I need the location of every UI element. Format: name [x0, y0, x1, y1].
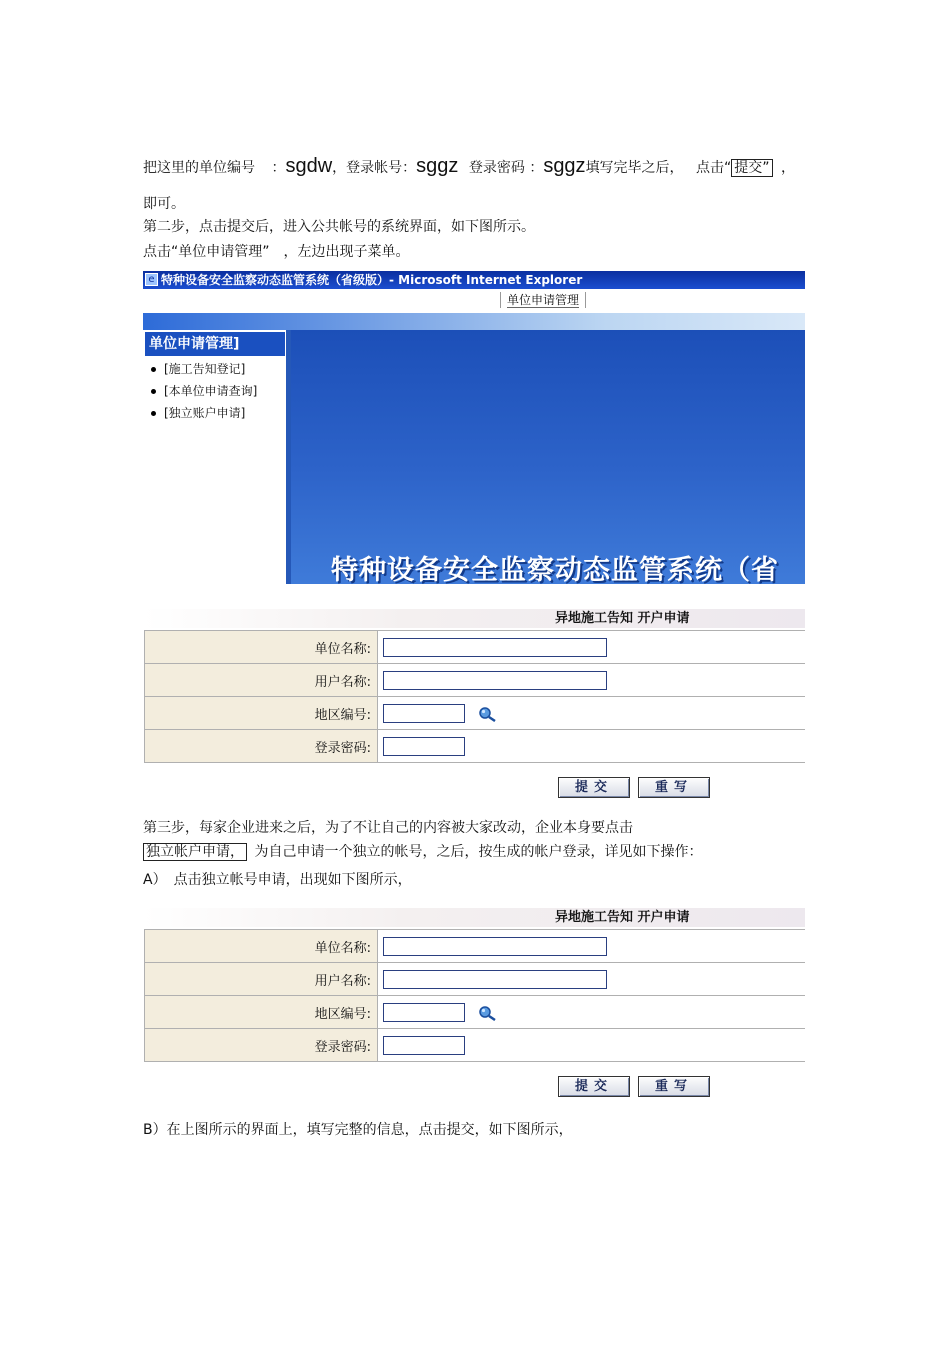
- search-icon[interactable]: [477, 1005, 499, 1021]
- submit-reference-box: 提交”: [731, 159, 772, 177]
- window-title-bar: [143, 271, 805, 289]
- step-2-menu-text: 点击“单位申请管理” ，左边出现子菜单。: [143, 244, 410, 260]
- form-row: [145, 631, 806, 664]
- form-row: [145, 930, 806, 963]
- text: 登录密码: [468, 160, 525, 176]
- form-table: [144, 630, 805, 763]
- top-menu-bar: [143, 289, 805, 313]
- sidebar-item-label: [本单位申请查询]: [164, 384, 258, 398]
- field-cell: [378, 996, 806, 1029]
- form-row: [145, 963, 806, 996]
- bullet-icon: [151, 411, 156, 416]
- sidebar-item-label: [施工告知登记]: [164, 362, 246, 376]
- region-code-label: 地区编号:: [145, 697, 378, 730]
- text: 点击“: [696, 160, 732, 176]
- field-cell: [378, 697, 806, 730]
- reset-button[interactable]: 重写: [638, 777, 710, 798]
- registration-form-1: [143, 609, 805, 799]
- sidebar-item-construction-notice[interactable]: [151, 362, 245, 376]
- text: ，: [781, 160, 795, 176]
- bullet-icon: [151, 367, 156, 372]
- form-header: [143, 908, 805, 927]
- instruction-paragraph-1: [143, 157, 795, 177]
- sidebar-heading[interactable]: 单位申请管理]: [145, 332, 285, 356]
- form-table: [144, 929, 805, 1062]
- system-banner: 特种设备安全监察动态监管系统（省: [331, 555, 779, 584]
- text: ：: [271, 160, 286, 176]
- password-input[interactable]: [383, 737, 465, 756]
- registration-form-2: [143, 908, 805, 1098]
- text: ，登录帐号：: [332, 160, 417, 176]
- ie-icon: e: [145, 273, 158, 286]
- search-icon[interactable]: [477, 706, 499, 722]
- field-cell: [378, 1029, 806, 1062]
- sidebar: [143, 330, 286, 584]
- text: ：: [529, 160, 544, 176]
- step-3-line-2: [143, 843, 702, 861]
- browser-screenshot: [143, 271, 805, 584]
- step-b-text: B）在上图所示的界面上，填写完整的信息，点击提交，如下图所示，: [143, 1122, 573, 1138]
- reset-button[interactable]: 重写: [638, 1076, 710, 1097]
- form-title: 异地施工告知 开户申请: [555, 611, 690, 626]
- form-row: [145, 664, 806, 697]
- text: 填写完毕之后，: [585, 160, 684, 176]
- form-row: [145, 996, 806, 1029]
- account-value: sggz: [416, 155, 459, 177]
- submit-button[interactable]: 提交: [558, 1076, 630, 1097]
- text: 把这里的单位编号: [143, 160, 255, 176]
- password-value: sggz: [543, 155, 586, 177]
- region-code-input[interactable]: [383, 704, 465, 723]
- step-2-text: 第二步，点击提交后，进入公共帐号的系统界面，如下图所示。: [143, 219, 535, 235]
- field-cell: [378, 930, 806, 963]
- field-cell: [378, 963, 806, 996]
- bullet-icon: [151, 389, 156, 394]
- independent-account-reference: 独立帐户申请，: [143, 843, 247, 861]
- step-3-text: 第三步，每家企业进来之后，为了不让自己的内容被大家改动，企业本身要点击: [143, 820, 633, 836]
- form-header: [143, 609, 805, 628]
- unit-name-input[interactable]: [383, 638, 607, 657]
- window-title: 特种设备安全监察动态监管系统（省级版）- Microsoft Internet Explorer: [161, 273, 583, 287]
- text: 为自己申请一个独立的帐号，之后，按生成的帐户登录，详见如下操作：: [254, 844, 703, 860]
- field-cell: [378, 730, 806, 763]
- sidebar-item-label: [独立账户申请]: [164, 406, 246, 420]
- unit-name-label: 单位名称:: [145, 930, 378, 963]
- instruction-line: 即可。: [143, 196, 185, 212]
- unit-name-label: 单位名称:: [145, 631, 378, 664]
- region-code-input[interactable]: [383, 1003, 465, 1022]
- password-label: 登录密码:: [145, 1029, 378, 1062]
- menu-item-label: 单位申请管理: [507, 293, 580, 307]
- submit-button[interactable]: 提交: [558, 777, 630, 798]
- unit-name-input[interactable]: [383, 937, 607, 956]
- form-row: [145, 730, 806, 763]
- header-stripe: [143, 313, 805, 330]
- sidebar-item-independent-account[interactable]: [151, 406, 245, 420]
- password-input[interactable]: [383, 1036, 465, 1055]
- field-cell: [378, 631, 806, 664]
- step-a-text: A） 点击独立帐号申请，出现如下图所示，: [143, 872, 412, 888]
- region-code-label: 地区编号:: [145, 996, 378, 1029]
- field-cell: [378, 664, 806, 697]
- sidebar-item-application-query[interactable]: [151, 384, 257, 398]
- form-row: [145, 1029, 806, 1062]
- user-name-input[interactable]: [383, 970, 607, 989]
- user-name-input[interactable]: [383, 671, 607, 690]
- form-title: 异地施工告知 开户申请: [555, 910, 690, 925]
- unit-code-value: sgdw: [285, 155, 333, 177]
- password-label: 登录密码:: [145, 730, 378, 763]
- main-content-area: [291, 330, 805, 584]
- menu-item-unit-application[interactable]: [500, 292, 586, 308]
- user-name-label: 用户名称:: [145, 963, 378, 996]
- user-name-label: 用户名称:: [145, 664, 378, 697]
- form-row: [145, 697, 806, 730]
